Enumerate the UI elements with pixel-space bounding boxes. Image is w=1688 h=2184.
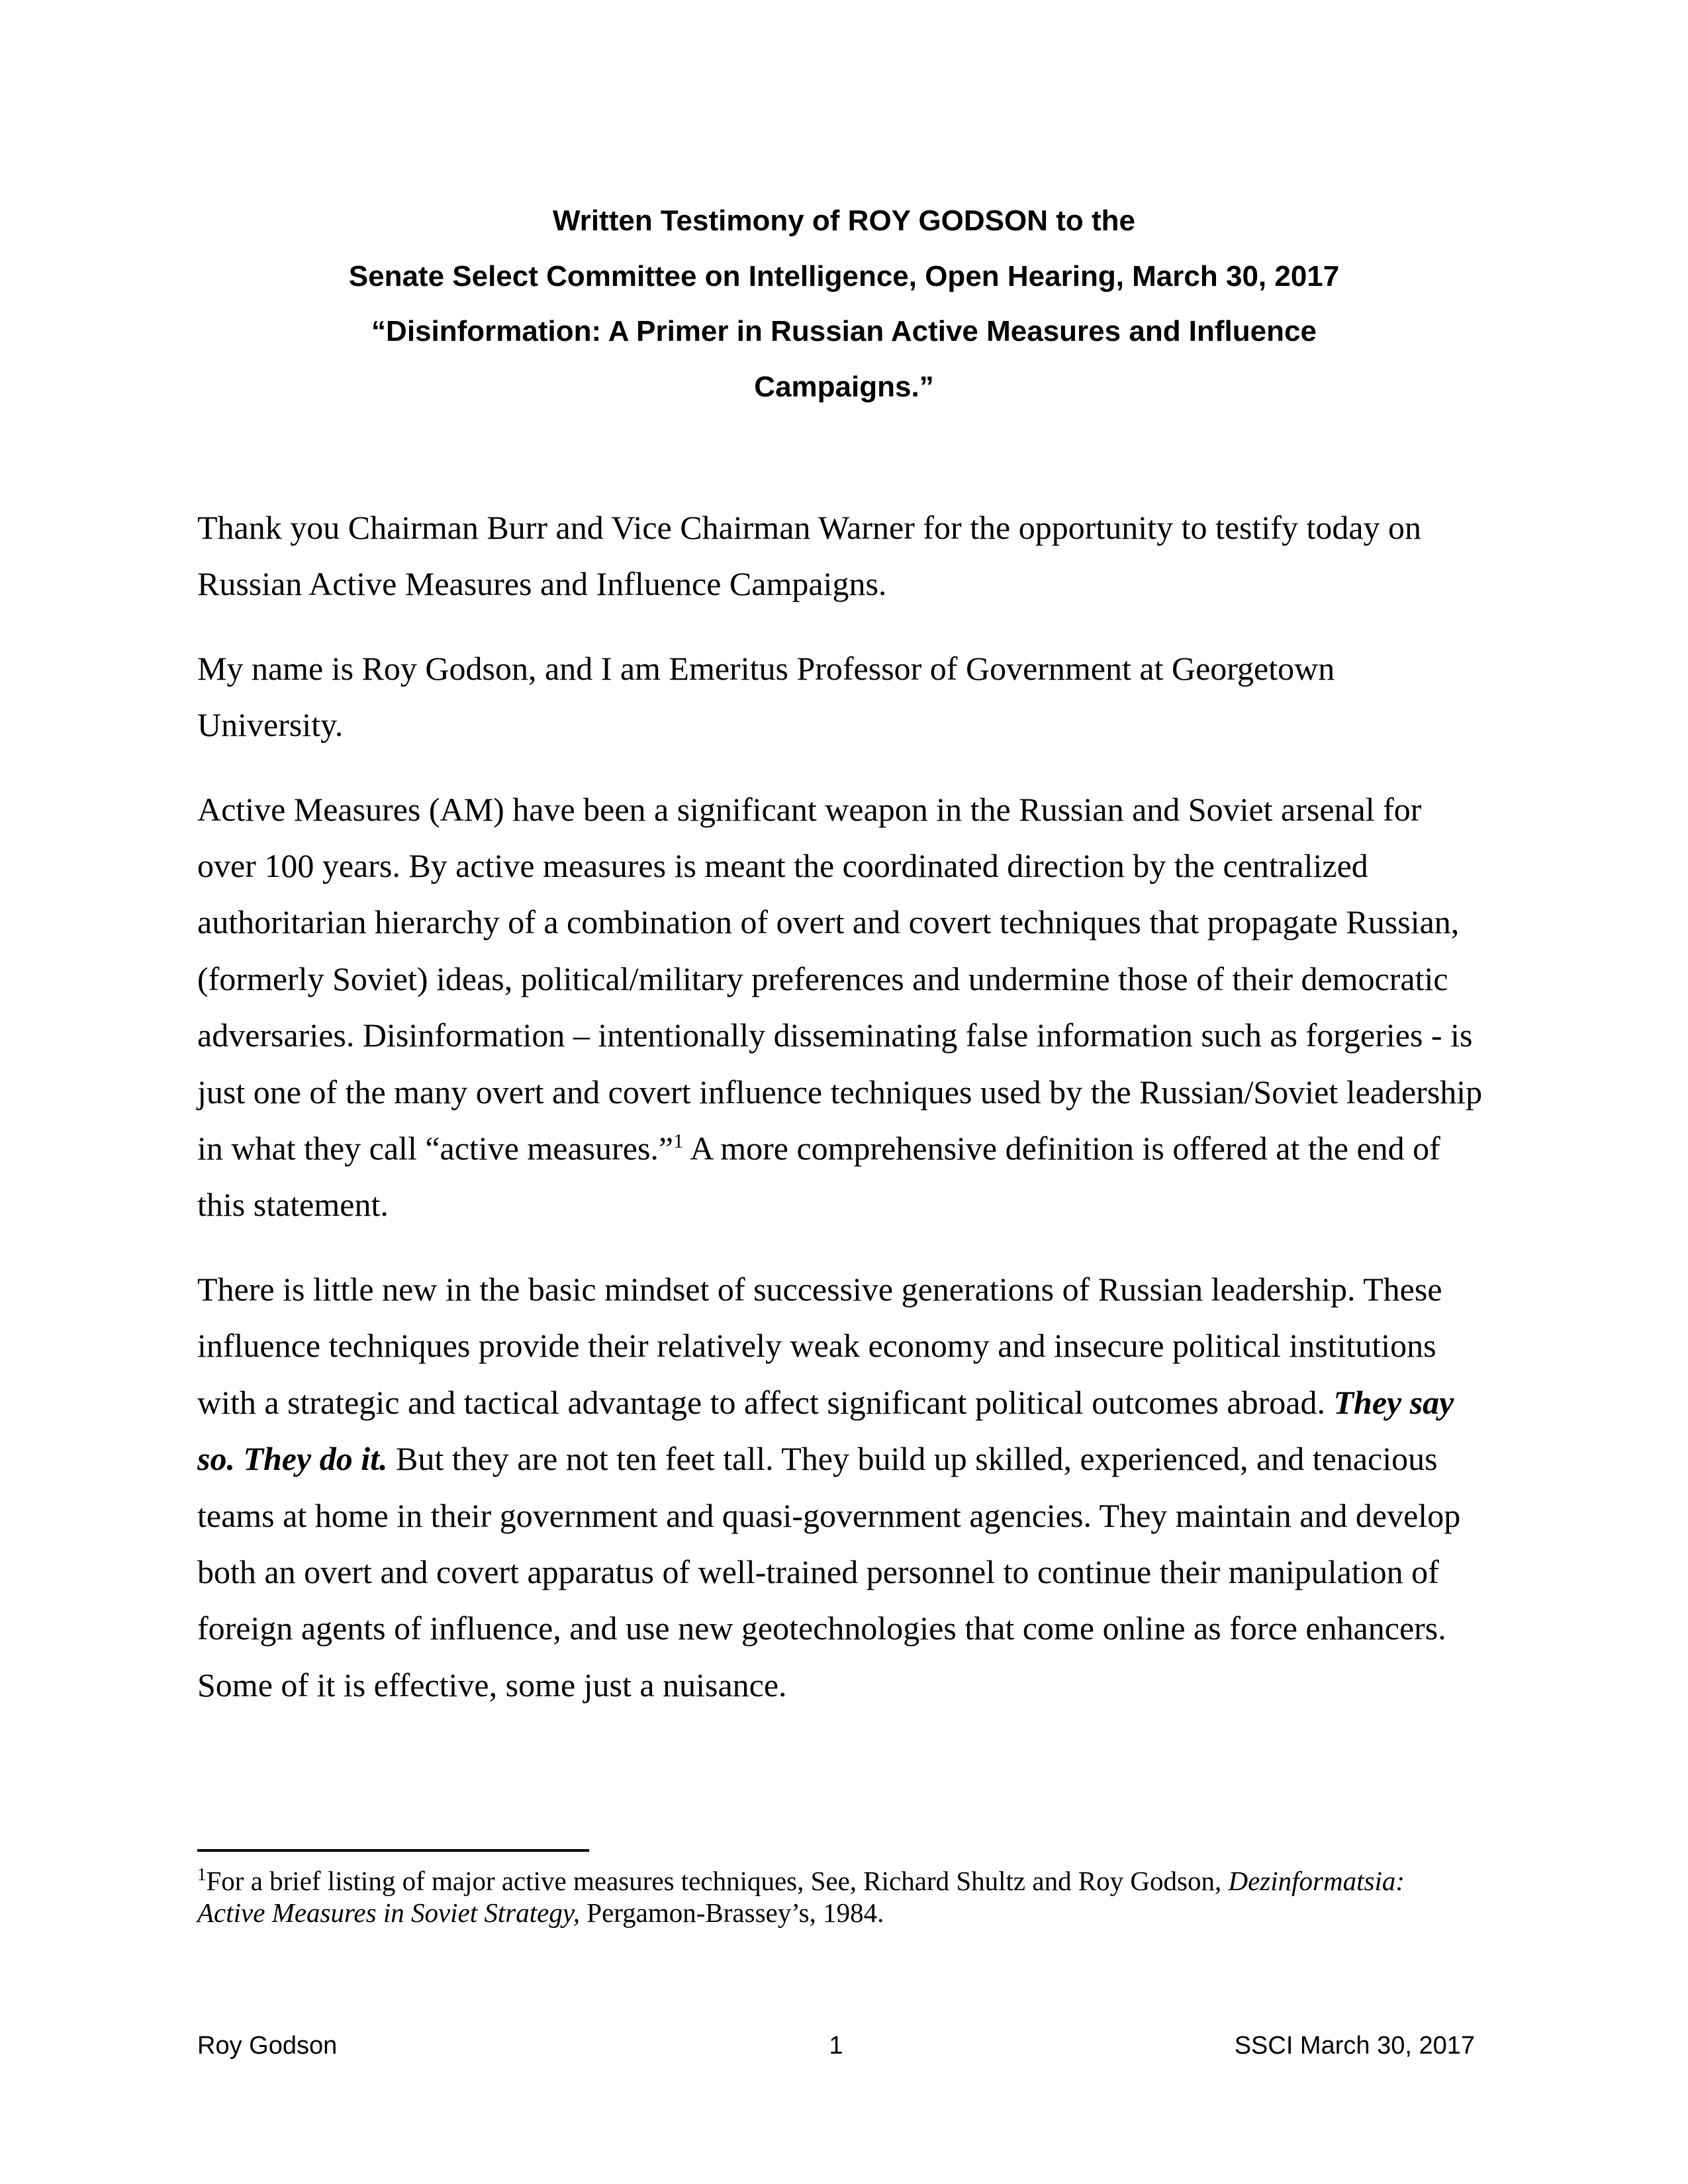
- text-line: [197, 894, 1495, 950]
- text-segment: University.: [197, 706, 344, 744]
- text-segment: There is little new in the basic mindset of successive generations of Russian leadership. These: [197, 1270, 1442, 1308]
- footer-date: SSCI March 30, 2017: [1234, 2032, 1475, 2060]
- text-segment: this statement.: [197, 1186, 389, 1224]
- footnote-reference: 1: [673, 1129, 684, 1153]
- text-line: [197, 782, 1495, 838]
- footnote-marker: 1: [197, 1864, 207, 1884]
- emphasis-text: so. They do it.: [197, 1440, 388, 1478]
- text-line: [197, 1120, 1495, 1177]
- text-segment: Russian Active Measures and Influence Campaigns.: [197, 565, 887, 603]
- footnote-separator: [197, 1849, 589, 1852]
- footnote-book-subtitle: Active Measures in Soviet Strategy,: [197, 1897, 581, 1928]
- title-line: Senate Select Committee on Intelligence, Open Hearing, March 30, 2017: [348, 259, 1340, 293]
- paragraph: [197, 1261, 1495, 1713]
- text-line: [197, 1600, 1495, 1657]
- footnote-text: For a brief listing of major active measures techniques, See, Richard Shultz and Roy Godson,: [206, 1866, 1229, 1896]
- text-segment: Thank you Chairman Burr and Vice Chairman Warner for the opportunity to testify today on: [197, 509, 1422, 546]
- text-line: [197, 1177, 1495, 1233]
- text-segment: teams at home in their government and quasi-government agencies. They maintain and develop: [197, 1496, 1461, 1534]
- footer-author: Roy Godson: [197, 2032, 338, 2060]
- page-footer: [197, 2032, 1475, 2065]
- text-segment: Active Measures (AM) have been a significant weapon in the Russian and Soviet arsenal for: [197, 790, 1422, 828]
- text-line: [197, 1544, 1495, 1600]
- text-line: [197, 1064, 1495, 1120]
- text-segment: with a strategic and tactical advantage to affect significant political outcomes abroad.: [197, 1383, 1334, 1421]
- text-segment: in what they call “active measures.”: [197, 1130, 674, 1167]
- text-segment: But they are not ten feet tall. They build up skilled, experienced, and tenacious: [387, 1440, 1438, 1478]
- text-line: [197, 1375, 1495, 1431]
- footnote: [197, 1865, 1405, 1929]
- text-line: [197, 697, 1495, 753]
- text-segment: Some of it is effective, some just a nuisance.: [197, 1666, 787, 1704]
- text-segment: influence techniques provide their relatively weak economy and insecure political institutions: [197, 1327, 1436, 1365]
- text-line: [197, 556, 1495, 612]
- text-segment: adversaries. Disinformation – intentionally disseminating false information such as forgeries - is: [197, 1017, 1473, 1054]
- text-segment: foreign agents of influence, and use new geotechnologies that come online as force enhancers.: [197, 1610, 1446, 1647]
- title-line: Written Testimony of ROY GODSON to the: [552, 205, 1136, 237]
- page-number: 1: [829, 2032, 843, 2060]
- text-segment: just one of the many overt and covert influence techniques used by the Russian/Soviet leadership: [197, 1073, 1483, 1111]
- title-line: Campaigns.”: [754, 370, 934, 403]
- text-line: [197, 1657, 1495, 1713]
- text-line: [197, 1488, 1495, 1544]
- footnote-book-title: Dezinformatsia:: [1228, 1866, 1405, 1896]
- text-segment: A more comprehensive definition is offered at the end of: [683, 1130, 1440, 1167]
- text-segment: (formerly Soviet) ideas, political/military preferences and undermine those of their democratic: [197, 960, 1448, 997]
- text-line: [197, 951, 1495, 1007]
- text-line: [197, 1318, 1495, 1374]
- document-body: [197, 500, 1495, 1741]
- footnote-publisher: Pergamon-Brassey’s, 1984.: [580, 1897, 884, 1928]
- text-line: [197, 1007, 1495, 1064]
- text-segment: over 100 years. By active measures is meant the coordinated direction by the centralized: [197, 847, 1368, 885]
- title-line: “Disinformation: A Primer in Russian Active Measures and Influence: [371, 315, 1317, 347]
- paragraph: [197, 641, 1495, 754]
- text-line: [197, 641, 1495, 697]
- text-segment: authoritarian hierarchy of a combination of overt and covert techniques that propagate Russian,: [197, 903, 1460, 941]
- text-segment: My name is Roy Godson, and I am Emeritus Professor of Government at Georgetown: [197, 649, 1335, 687]
- text-segment: both an overt and covert apparatus of well-trained personnel to continue their manipulation of: [197, 1553, 1439, 1590]
- paragraph: [197, 782, 1495, 1234]
- document-title: [0, 193, 1688, 414]
- text-line: [197, 1261, 1495, 1318]
- text-line: [197, 1431, 1495, 1487]
- text-line: [197, 500, 1495, 556]
- emphasis-text: They say: [1333, 1383, 1454, 1421]
- paragraph: [197, 500, 1495, 613]
- text-line: [197, 838, 1495, 894]
